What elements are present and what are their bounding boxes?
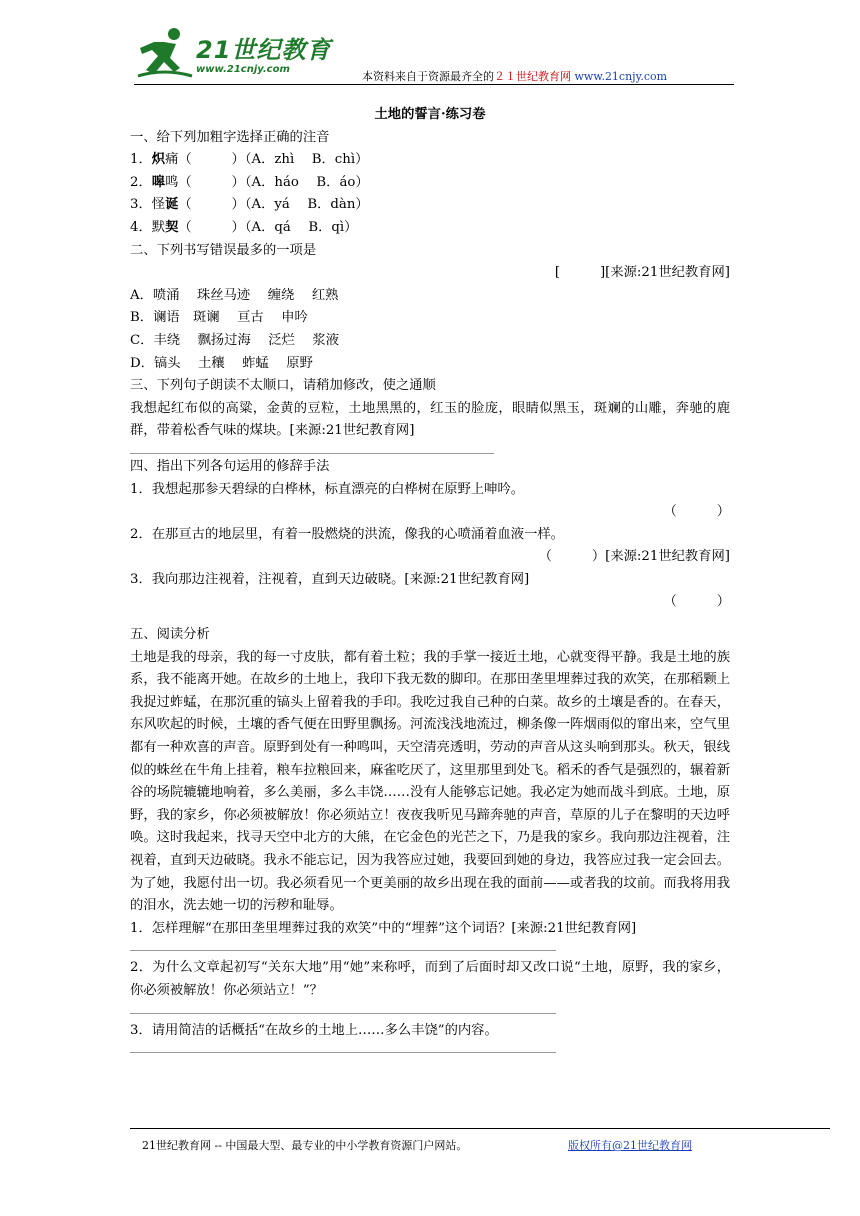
s4-item-2: 2．在那亘古的地层里，有着一股燃烧的洪流，像我的心喷涌着血液一样。: [130, 526, 564, 542]
s5-answer-line-1: [130, 940, 556, 951]
header-note-prefix: 本资料来自于资源最齐全的: [362, 70, 494, 83]
s1-item-4: 4．默契（ ）（A．qá B．qì）: [130, 219, 358, 235]
s1-item-1: 1．炽痛（ ）（A．zhì B．chì）: [130, 152, 369, 168]
s2-option-c: C．丰绕 飘扬过海 泛烂 浆液: [130, 332, 340, 348]
section-1-heading: 一、给下列加粗字选择正确的注音: [130, 129, 330, 145]
header-note: [362, 68, 667, 84]
section-2-heading: 二、下列书写错误最多的一项是: [130, 242, 317, 258]
s2-option-b: B．谰语 斑谰 亘古 申吟: [130, 310, 308, 326]
worksheet: [130, 104, 730, 1059]
s2-option-d: D．镐头 土穰 蚱蜢 原野: [130, 355, 313, 371]
logo-url: www.21cnjy.com: [196, 64, 290, 75]
footer-copyright-link[interactable]: 版权所有@21世纪教育网: [568, 1139, 692, 1152]
s5-answer-line-3: [130, 1042, 556, 1053]
s3-answer-line: [130, 443, 494, 454]
s4-item-3: 3．我向那边注视着，注视着，直到天边破晓。[来源:21世纪教育网]: [130, 571, 530, 587]
header-divider: [134, 84, 734, 85]
s4-answer-3: （ ）: [663, 594, 730, 610]
s5-question-2: 2．为什么文章起初写“关东大地”用“她”来称呼，而到了后面时却又改口说“土地，原野，我的家乡，你必须被解放！你必须站立！”？: [130, 960, 730, 998]
section-3-heading: 三、下列句子朗读不太顺口，请稍加修改，使之通顺: [130, 378, 436, 394]
s1-item-2: 2．嗥鸣（ ）（A．háo B．áo）: [130, 174, 369, 190]
header-note-brand[interactable]: ２１世纪教育网: [494, 70, 571, 83]
footer-divider: [130, 1128, 830, 1129]
s4-answer-1: （ ）: [663, 504, 730, 520]
site-logo: [134, 24, 334, 84]
footer-text: 21世纪教育网 -- 中国最大型、最专业的中小学教育资源门户网站。: [142, 1139, 468, 1152]
s5-passage: 土地是我的母亲，我的每一寸皮肤，都有着土粒；我的手掌一接近土地，心就变得平静。我是土地的族系，我不能离开她。在故乡的土地上，我印下我无数的脚印。在那田垄里埋葬过我的欢笑，在那稻颗上我捉过蚱蜢，在那沉重的镐头上留着我的手印。我吃过我自己种的白菜。故乡的土壤是香的。在春天，东风吹起的时候，土壤的香气便在田野里飘扬。河流浅浅地流过，柳条像一阵烟雨似的窜出来，空气里都有一种欢喜的声音。原野到处有一种鸣叫，天空清亮透明，劳动的声音从这头响到那头。秋天，银线似的蛛丝在牛角上挂着，粮车拉粮回来，麻雀吃厌了，这里那里到处飞。稻禾的香气是强烈的，辗着新谷的场院辘辘地响着，多么美丽，多么丰饶……没有人能够忘记她。我必定为她而战斗到底。土地，原野，我的家乡，你必须被解放！你必须站立！夜夜我听见马蹄奔驰的声音，草原的儿子在黎明的天边呼唤。这时我起来，找寻天空中北方的大熊，在它金色的光芒之下，乃是我的家乡。我向那边注视着，注视着，直到天边破晓。我永不能忘记，因为我答应过她，我要回到她的身边，我答应过我一定会回去。为了她，我愿付出一切。我必须看见一个更美丽的故乡出现在我的面前——或者我的坟前。而我将用我的泪水，洗去她一切的污秽和耻辱。: [130, 649, 730, 914]
page-header: [134, 18, 734, 88]
s4-item-1: 1．我想起那参天碧绿的白桦林，标直漂亮的白桦树在原野上呻吟。: [130, 481, 525, 497]
header-note-url[interactable]: www.21cnjy.com: [574, 70, 668, 83]
section-5-heading: 五、阅读分析: [130, 627, 210, 643]
s2-answer-bracket: [ ][来源:21世纪教育网]: [554, 265, 730, 281]
logo-text: 21世纪教育: [196, 36, 332, 64]
runner-logo-icon: [134, 24, 194, 84]
section-4-heading: 四、指出下列各句运用的修辞手法: [130, 458, 330, 474]
page-title: 土地的誓言·练习卷: [374, 107, 486, 122]
s5-answer-line-2: [130, 1003, 556, 1014]
page-footer: [130, 1128, 830, 1152]
s4-answer-2: （ ）[来源:21世纪教育网]: [538, 549, 730, 565]
s3-sentence: 我想起红布似的高粱，金黄的豆粒，土地黑黑的，红玉的脸庞，眼睛似黑玉，斑斓的山雕，奔驰的鹿群，带着松香气味的煤块。[来源:21世纪教育网]: [130, 400, 730, 439]
s5-question-3: 3．请用简洁的话概括“在故乡的土地上……多么丰饶”的内容。: [130, 1022, 498, 1038]
s5-question-1: 1．怎样理解“在那田垄里埋葬过我的欢笑”中的“埋葬”这个词语？[来源:21世纪教育网]: [130, 920, 637, 936]
s2-option-a: A．喷涌 珠丝马迹 缠绕 红熟: [130, 287, 339, 303]
s1-item-3: 3．怪诞（ ）（A．yá B．dàn）: [130, 197, 369, 213]
